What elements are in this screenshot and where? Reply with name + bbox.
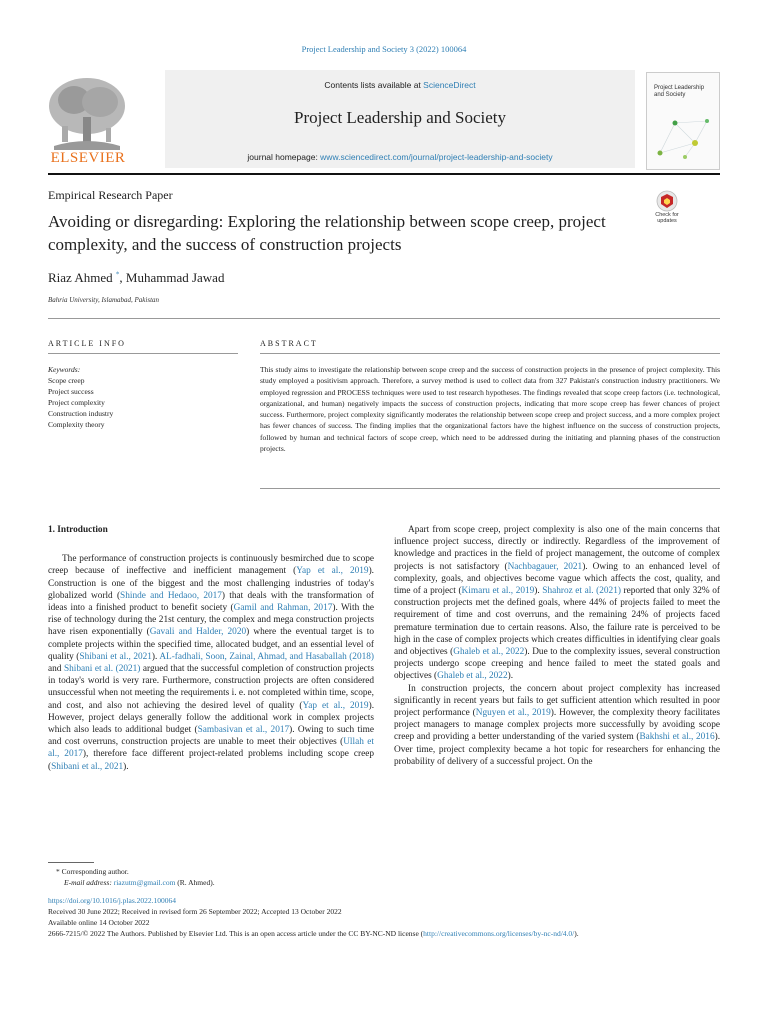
citation-link[interactable]: Nachbagauer, 2021 — [507, 561, 583, 572]
email-label: E-mail address: — [64, 878, 114, 887]
abstract-heading: ABSTRACT — [260, 339, 318, 348]
journal-title: Project Leadership and Society — [294, 108, 506, 127]
paragraph-text: ). However, the complexity theory facilitates project managers to manage complex projects more successfully by avoiding scope creep and providing a better understanding of the varied system ( — [394, 708, 720, 743]
meta-rule — [48, 318, 720, 319]
article-title: Avoiding or disregarding: Exploring the relationship between scope creep, project complexity, and the success of construction projects — [48, 212, 606, 254]
section-heading-introduction: 1. Introduction — [48, 525, 108, 535]
body-column-right — [394, 524, 720, 768]
citation-link[interactable]: Bakhshi et al., 2016 — [639, 732, 715, 743]
paragraph-text: ). — [507, 671, 514, 682]
abstract-text: This study aims to investigate the relationship between scope creep and the success of construction projects in the presence of project complexity. This study employed a positivism approach. Therefore, a survey method is used to collect data from 327 Pakistan's construction industry practitioners. We employed regression and PROCESS techniques were used to test research hypotheses. The findings revealed that scope creep factors (i.e. technological, organizational, and human) negatively impacts the success of construction projects, indicating that more scope creep has fewer chances of project success. Furthermore, project complexity significantly moderates the relationship between scope creep and project success, and a more complex project has fewer chances of success. The finding implies that the organizational factors have the highest influence on the success of construction projects, followed by human and technical factors of scope creep, which need to be addressed during the initiating and planning phases of the construction projects. — [260, 365, 720, 454]
footnote-rule — [48, 862, 94, 863]
abstract-bottom-rule — [260, 488, 720, 489]
paragraph-text: ). — [534, 586, 543, 597]
contents-prefix: Contents lists available at — [324, 80, 424, 90]
citation-link[interactable]: Shinde and Hedaoo, 2017 — [120, 590, 222, 601]
paragraph-text: reported that only 32% of construction projects met the defined goals, where 44% of projects failed to meet the requirement of time and cost overruns, and the remaining 24% of projects faced premature termination due to certain reasons. Also, the failure rate is perceived to be high in the case of complex projects which creates difficulties in identifying clear goals and objectives ( — [394, 586, 720, 658]
header-rule — [48, 173, 720, 175]
contents-line — [165, 80, 635, 90]
license-suffix: ). — [574, 929, 579, 938]
affiliation: Bahria University, Islamabad, Pakistan — [48, 296, 160, 304]
paragraph-text: In construction projects, the concern about project complexity has increased significantly in recent years but fails to get sufficient attention which resulted in poor project performance ( — [394, 683, 720, 719]
citation-link[interactable]: Yap et al., 2019 — [296, 566, 369, 577]
intro-paragraph-2 — [394, 524, 720, 683]
email-note — [48, 877, 720, 888]
intro-paragraph-3 — [394, 683, 720, 768]
authors — [48, 270, 224, 286]
paragraph-text: ). Owing to such time and cost overruns, construction projects are unable to meet their objectives ( — [48, 725, 374, 748]
author-separator: , — [119, 270, 126, 285]
paragraph-text: ). — [151, 651, 160, 662]
citation-link[interactable]: Ghaleb et al., 2022 — [437, 671, 508, 682]
footnotes — [48, 866, 720, 939]
citation-link[interactable]: Kimaru et al., 2019 — [461, 586, 535, 597]
sciencedirect-link[interactable]: ScienceDirect — [423, 80, 476, 90]
paragraph-text: ). Construction is one of the biggest and the most challenging industries of today's globalized world ( — [48, 566, 374, 601]
received-dates: Received 30 June 2022; Received in revised form 26 September 2022; Accepted 13 October 2022 — [48, 907, 342, 916]
paragraph-text: ). Over time, project complexity became a hot topic for researchers for enhancing the probability of delivery of a successful project. On the — [394, 732, 721, 767]
citation-link[interactable]: AL-fadhali, Soon, Zainal, Ahmad, and Hasaballah (2018) — [159, 651, 375, 662]
keyword-item: Construction industry — [48, 409, 114, 418]
corresponding-text: Corresponding author. — [61, 867, 129, 876]
citation-link[interactable]: Nguyen et al., 2019 — [475, 708, 551, 719]
homepage-prefix: journal homepage: — [247, 152, 321, 162]
author-1[interactable]: Riaz Ahmed — [48, 270, 113, 285]
paragraph-text: ), therefore face different project-related problems including scope creep ( — [48, 749, 374, 772]
elsevier-wordmark: ELSEVIER — [50, 150, 126, 166]
corresponding-mark: * — [56, 867, 60, 876]
keywords-block — [48, 364, 113, 430]
keyword-item: Scope creep — [48, 376, 85, 385]
keywords-label: Keywords: — [48, 365, 81, 374]
license-prefix: 2666-7215/© 2022 The Authors. Published by Elsevier Ltd. This is an open access article under the CC BY-NC-ND license ( — [48, 929, 424, 938]
paragraph-text: ) where the eventual target is to complete projects within the specified time, allocated budget, and an essential level of quality ( — [48, 627, 374, 662]
citation-link[interactable]: Shahroz et al. (2021) — [542, 586, 621, 597]
citation-link[interactable]: Yap et al., 2019 — [302, 700, 369, 711]
citation-link[interactable]: Ullah et al., 2017 — [48, 737, 374, 760]
article-type: Empirical Research Paper — [48, 188, 173, 202]
paragraph-text: ) that deals with the transformation of ideas into a finished product to benefit society ( — [48, 590, 375, 614]
check-updates-icon — [650, 190, 684, 212]
keyword-item: Project success — [48, 387, 94, 396]
available-date: Available online 14 October 2022 — [48, 918, 150, 927]
intro-paragraph-1 — [48, 553, 374, 773]
corresponding-author-mark[interactable]: * — [115, 270, 120, 279]
cover-title: Project Leadership and Society — [654, 85, 705, 98]
citation-link[interactable]: Gamil and Rahman, 2017 — [233, 603, 333, 614]
body-column-left — [48, 524, 374, 773]
citation-link[interactable]: Shibani et al., 2021 — [51, 761, 124, 772]
journal-cover-thumbnail[interactable] — [646, 72, 720, 170]
license-link[interactable]: http://creativecommons.org/licenses/by-nc-nd/4.0/ — [423, 929, 575, 938]
email-link[interactable]: riazutm@gmail.com — [113, 878, 176, 887]
check-updates-label: Check for updates — [655, 212, 679, 224]
paragraph-text: Apart from scope creep, project complexity is also one of the main concerns that influence project success, directly or indirectly. Regardless of the improvement of knowledge and practices in the field of project management, the outcome of complex projects is not satisfactory ( — [394, 525, 720, 572]
paragraph-text: ). Due to the complexity issues, several construction projects undergo scope creeping and hence failed to meet the stated goals and objectives ( — [394, 647, 720, 682]
abstract-rule — [260, 353, 720, 354]
paragraph-text: ). — [123, 761, 129, 772]
paragraph-text: ). However, project delays generally follow the additional work in complex projects which also leads to additional budget ( — [48, 700, 375, 736]
paragraph-text: argued that the successful completion of construction projects in today's world is very rare. Furthermore, construction projects are often considered unsuccessful when not meeting the requirements i. e. not completed within time, scope, and cost, and also not achieving the desired level of quality ( — [48, 664, 375, 711]
keyword-item: Project complexity — [48, 398, 105, 407]
keyword-item: Complexity theory — [48, 420, 105, 429]
homepage-line — [165, 152, 635, 162]
paragraph-text: and — [48, 664, 64, 675]
homepage-link[interactable]: www.sciencedirect.com/journal/project-leadership-and-society — [320, 152, 553, 162]
article-info-heading: ARTICLE INFO — [48, 339, 126, 348]
license-note — [48, 928, 720, 939]
citation-link[interactable]: Shibani et al. (2021) — [63, 664, 141, 675]
cover-network-graphic — [655, 113, 713, 161]
email-suffix: (R. Ahmed). — [175, 878, 215, 887]
author-2[interactable]: Muhammad Jawad — [125, 270, 225, 285]
citation-link[interactable]: Shibani et al., 2021 — [79, 651, 152, 662]
citation-link[interactable]: Sambasivan et al., 2017 — [197, 725, 290, 736]
paragraph-text: ). Owing to an enhanced level of complexity, goals, and objectives become vague which affects the cost, quality, and time of a project ( — [394, 561, 720, 597]
paragraph-text: The performance of construction projects is continuously besmirched due to scope creep because of ineffective and inefficient management ( — [48, 554, 374, 577]
journal-reference[interactable]: Project Leadership and Society 3 (2022) 100064 — [301, 44, 467, 54]
doi-link[interactable]: https://doi.org/10.1016/j.plas.2022.100064 — [48, 896, 176, 905]
article-info-rule — [48, 353, 238, 354]
check-for-updates-badge[interactable] — [650, 190, 684, 230]
corresponding-note — [48, 866, 720, 877]
paragraph-text: ). With the rise of technology during the 21st century, the complex and mega construction projects have risen exponentially ( — [48, 603, 374, 638]
citation-link[interactable]: Gavali and Halder, 2020 — [149, 627, 247, 638]
citation-link[interactable]: Ghaleb et al., 2022 — [453, 647, 525, 658]
